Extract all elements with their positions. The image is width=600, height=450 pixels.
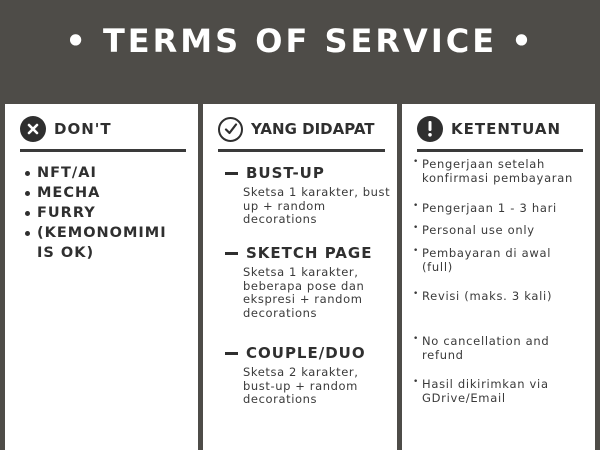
dash-icon (225, 352, 238, 355)
bullet-icon: • (413, 223, 420, 233)
divider (218, 149, 385, 152)
ketentuan-header (417, 116, 561, 142)
package-title (225, 164, 393, 182)
page-title: • TERMS OF SERVICE • (65, 22, 535, 60)
bullet-icon: • (413, 201, 420, 211)
yang-didapat-header (218, 116, 375, 142)
package-title (225, 344, 393, 362)
package-description: Sketsa 1 karakter, beberapa pose dan ekspresi + random decorations (243, 265, 365, 320)
bullet-icon: • (413, 157, 420, 167)
dont-header (20, 116, 112, 142)
list-item: NFT/AI (23, 163, 193, 183)
divider (417, 149, 583, 152)
divider (20, 149, 186, 152)
yang-didapat-heading: YANG DIDAPAT (251, 120, 375, 138)
rule-item: • Pengerjaan setelah konfirmasi pembayaran (413, 157, 573, 185)
package-name: COUPLE/DUO (246, 344, 366, 362)
dash-icon (225, 252, 238, 255)
package-description: Sketsa 2 karakter, bust-up + random decorations (243, 365, 359, 406)
dash-icon (225, 172, 238, 175)
bullet-icon: • (413, 246, 420, 256)
rule-item: • Pembayaran di awal (full) (413, 246, 552, 274)
rule-item: • Pengerjaan 1 - 3 hari (413, 201, 557, 215)
list-item: MECHA (23, 183, 193, 203)
package-name: BUST-UP (246, 164, 325, 182)
checkmark-icon (218, 117, 243, 142)
package-title (225, 244, 393, 262)
dont-heading: DON'T (54, 120, 112, 138)
bullet-icon: • (413, 289, 420, 299)
ketentuan-heading: KETENTUAN (451, 120, 562, 138)
rule-item: • Personal use only (413, 223, 535, 237)
dont-list (23, 163, 193, 263)
ketentuan-panel (402, 104, 595, 450)
package-couple-duo (225, 344, 393, 407)
package-sketch-page (225, 244, 393, 320)
list-item: (KEMONOMIMI (23, 223, 193, 243)
package-description: Sketsa 1 karakter, bust up + random decorations (243, 185, 391, 226)
list-item: IS OK) (37, 245, 95, 261)
dont-panel (5, 104, 198, 450)
x-circle-icon (20, 116, 46, 142)
package-bust-up (225, 164, 393, 227)
rule-item: • Hasil dikirimkan via GDrive/Email (413, 377, 549, 405)
exclamation-circle-icon (417, 116, 443, 142)
rule-item: • No cancellation and refund (413, 334, 550, 362)
rule-item: • Revisi (maks. 3 kali) (413, 289, 553, 303)
bullet-icon: • (413, 334, 420, 344)
yang-didapat-panel (203, 104, 397, 450)
list-item: FURRY (23, 203, 193, 223)
bullet-icon: • (413, 377, 420, 387)
package-name: SKETCH PAGE (246, 244, 373, 262)
